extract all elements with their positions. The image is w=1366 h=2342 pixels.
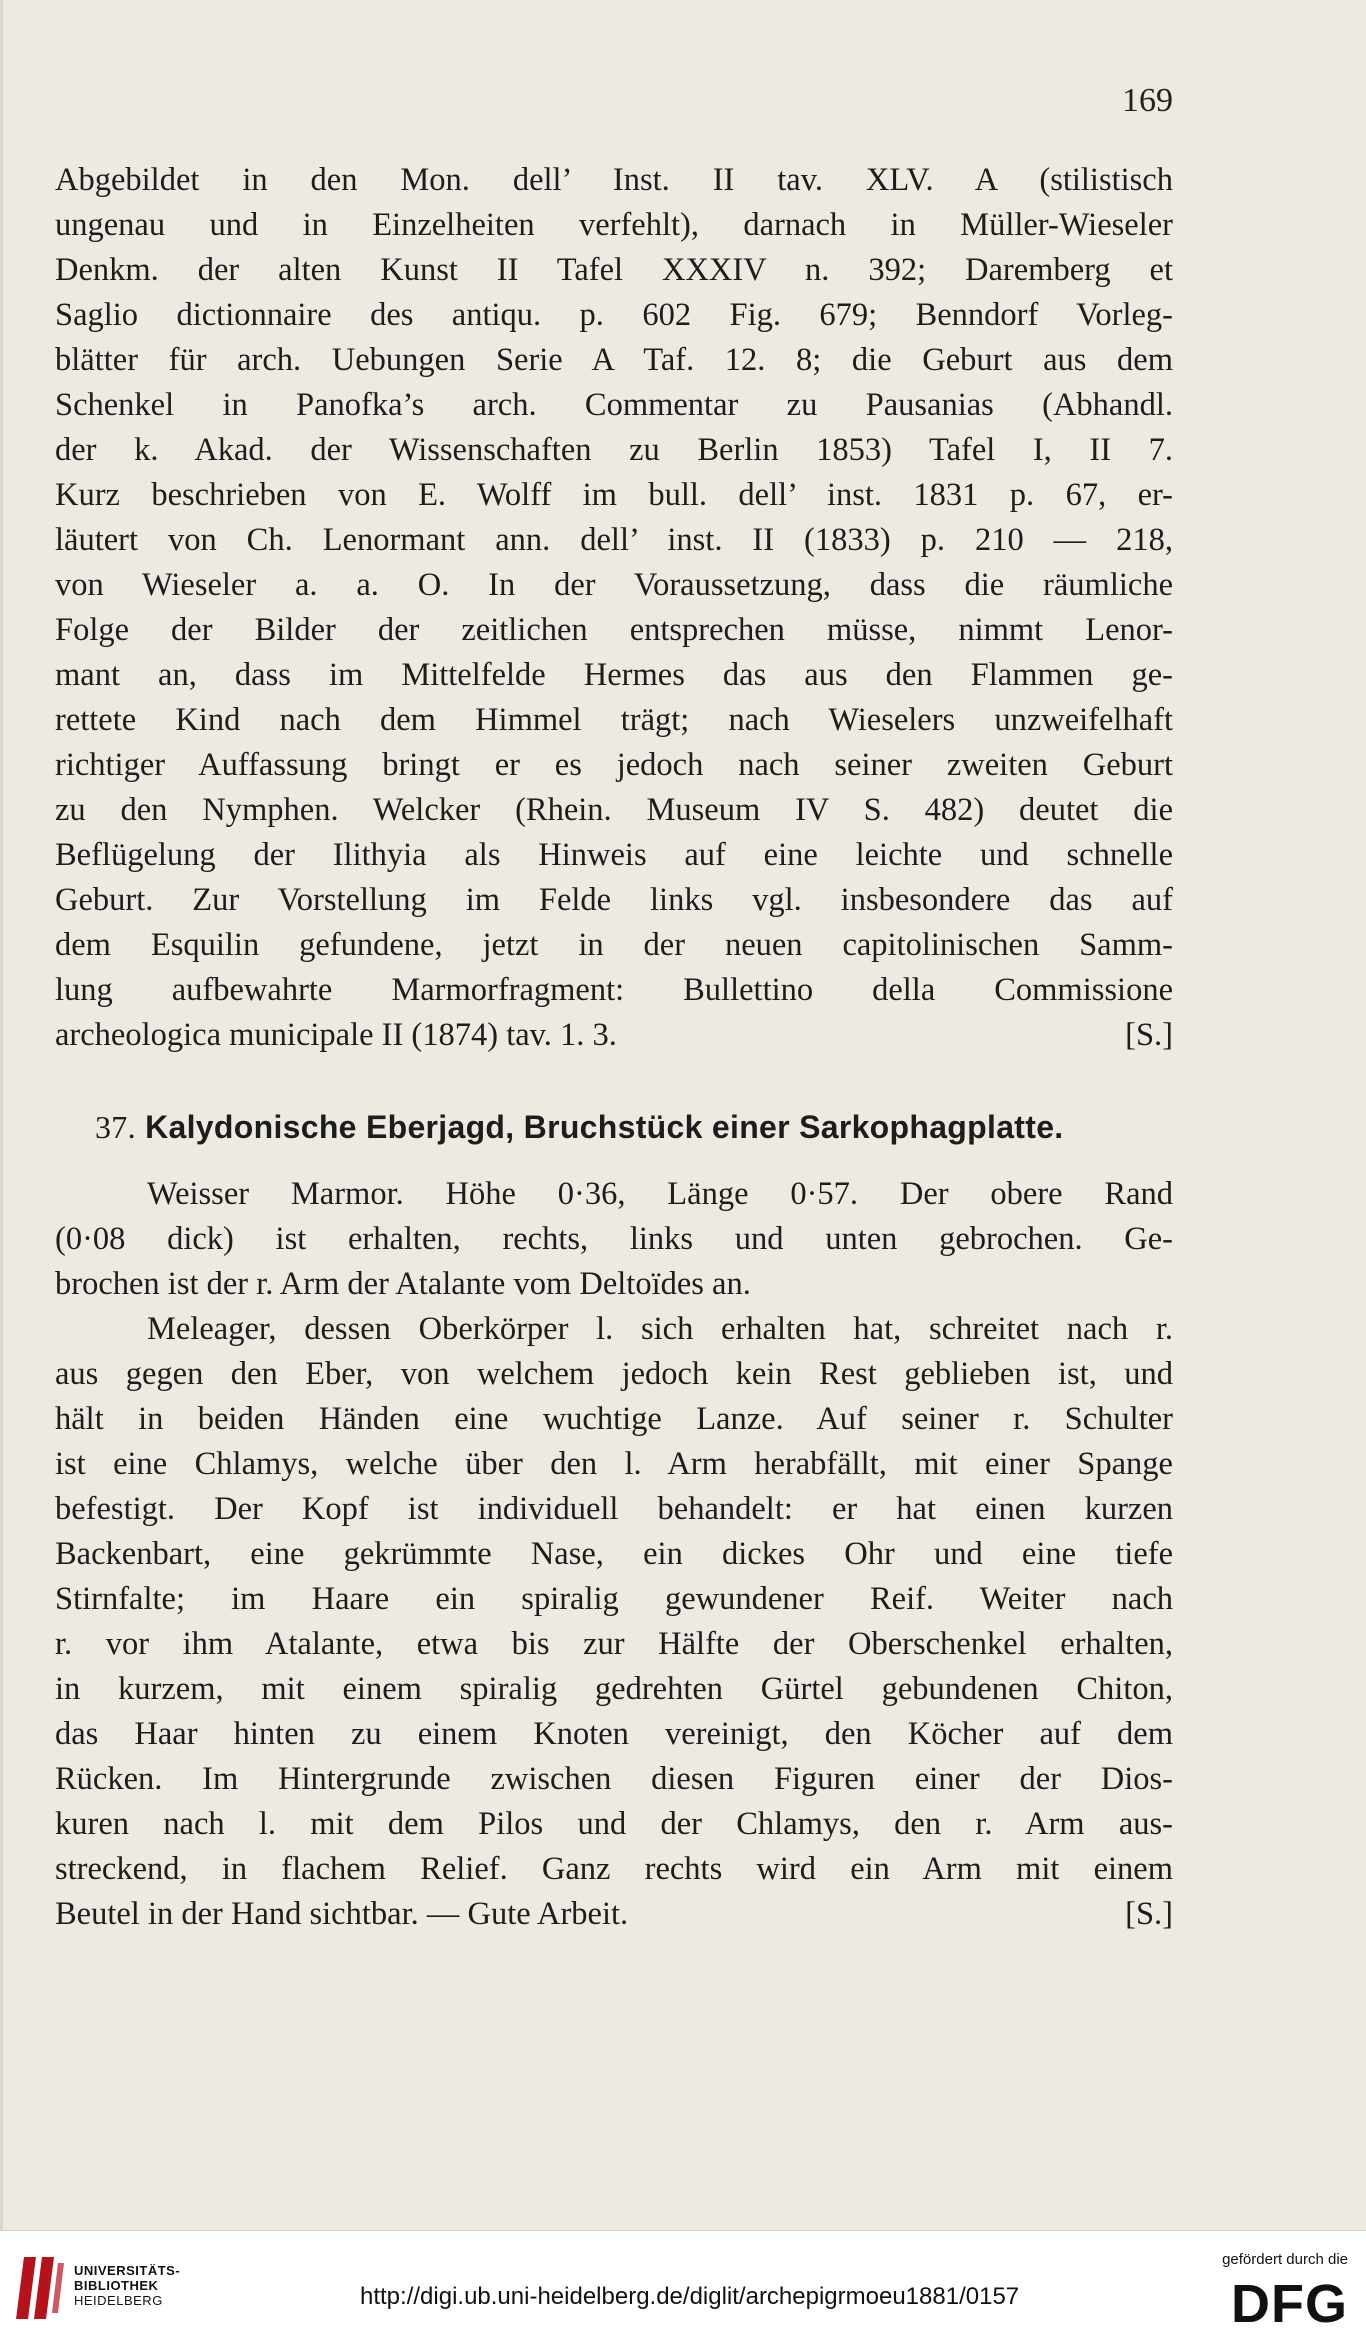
text-line: blätter für arch. Uebungen Serie A Taf. 12. 8; die Geburt aus dem <box>55 342 1173 378</box>
text-line: läutert von Ch. Lenormant ann. dell’ inst. II (1833) p. 210 — 218, <box>55 522 1173 558</box>
text-line: Beutel in der Hand sichtbar. — Gute Arbeit. <box>55 1896 629 1932</box>
text-line: (0·08 dick) ist erhalten, rechts, links und unten gebrochen. Ge- <box>55 1221 1173 1257</box>
text-line: Geburt. Zur Vorstellung im Felde links vgl. insbesondere das auf <box>55 882 1173 918</box>
viewer-footer <box>0 2230 1366 2342</box>
university-library-logo-icon <box>14 2253 66 2323</box>
text-line: hält in beiden Händen eine wuchtige Lanze. Auf seiner r. Schulter <box>55 1401 1173 1437</box>
text-line: archeologica municipale II (1874) tav. 1. 3. <box>55 1017 617 1053</box>
text-line-with-signature <box>55 1892 1173 1937</box>
text-line-with-signature <box>55 1013 1173 1058</box>
author-signature: [S.] <box>1125 1896 1173 1932</box>
dfg-logo: DFG <box>1231 2274 1348 2334</box>
text-line: Backenbart, eine gekrümmte Nase, ein dickes Ohr und eine tiefe <box>55 1536 1173 1572</box>
text-line: der k. Akad. der Wissenschaften zu Berlin 1853) Tafel I, II 7. <box>55 432 1173 468</box>
text-line: r. vor ihm Atalante, etwa bis zur Hälfte der Oberschenkel erhalten, <box>55 1626 1173 1662</box>
funder-caption: gefördert durch die <box>1222 2251 1348 2268</box>
text-line: Meleager, dessen Oberkörper l. sich erhalten hat, schreitet nach r. <box>147 1311 1173 1347</box>
paragraph-description-material <box>55 1172 1173 1307</box>
text-line: mant an, dass im Mittelfelde Hermes das aus den Flammen ge- <box>55 657 1173 693</box>
section-number: 37. <box>95 1109 136 1145</box>
text-line: Stirnfalte; im Haare ein spiralig gewundener Reif. Weiter nach <box>55 1581 1173 1617</box>
text-line: ungenau und in Einzelheiten verfehlt), darnach in Müller-Wieseler <box>55 207 1173 243</box>
permalink-url[interactable]: http://digi.ub.uni-heidelberg.de/diglit/archepigrmoeu1881/0157 <box>360 2283 1020 2310</box>
text-line: Weisser Marmor. Höhe 0·36, Länge 0·57. Der obere Rand <box>147 1176 1173 1212</box>
text-line: rettete Kind nach dem Himmel trägt; nach Wieselers unzweifelhaft <box>55 702 1173 738</box>
text-line: Kurz beschrieben von E. Wolff im bull. dell’ inst. 1831 p. 67, er- <box>55 477 1173 513</box>
text-line: Beflügelung der Ilithyia als Hinweis auf eine leichte und schnelle <box>55 837 1173 873</box>
text-line: in kurzem, mit einem spiralig gedrehten Gürtel gebundenen Chiton, <box>55 1671 1173 1707</box>
text-line: das Haar hinten zu einem Knoten vereinigt, den Köcher auf dem <box>55 1716 1173 1752</box>
text-line: Schenkel in Panofka’s arch. Commentar zu Pausanias (Abhandl. <box>55 387 1173 423</box>
section-heading <box>95 1105 1173 1150</box>
library-name-line: BIBLIOTHEK <box>74 2278 159 2293</box>
text-line: zu den Nymphen. Welcker (Rhein. Museum IV S. 482) deutet die <box>55 792 1173 828</box>
page-number: 169 <box>1122 82 1173 119</box>
text-line: lung aufbewahrte Marmorfragment: Bullettino della Commissione <box>55 972 1173 1008</box>
text-line: dem Esquilin gefundene, jetzt in der neuen capitolinischen Samm- <box>55 927 1173 963</box>
university-library-name <box>74 2263 180 2308</box>
author-signature: [S.] <box>1125 1017 1173 1053</box>
text-line: von Wieseler a. a. O. In der Voraussetzung, dass die räumliche <box>55 567 1173 603</box>
paragraph-bibliography <box>55 158 1173 1058</box>
library-name-line: HEIDELBERG <box>74 2293 163 2308</box>
text-line: kuren nach l. mit dem Pilos und der Chlamys, den r. Arm aus- <box>55 1806 1173 1842</box>
paragraph-description-figures <box>55 1307 1173 1937</box>
text-line: befestigt. Der Kopf ist individuell behandelt: er hat einen kurzen <box>55 1491 1173 1527</box>
text-line: richtiger Auffassung bringt er es jedoch nach seiner zweiten Geburt <box>55 747 1173 783</box>
text-line: Saglio dictionnaire des antiqu. p. 602 Fig. 679; Benndorf Vorleg- <box>55 297 1173 333</box>
text-line: brochen ist der r. Arm der Atalante vom Deltoïdes an. <box>55 1266 751 1302</box>
text-line: streckend, in flachem Relief. Ganz rechts wird ein Arm mit einem <box>55 1851 1173 1887</box>
text-line: Folge der Bilder der zeitlichen entsprechen müsse, nimmt Lenor- <box>55 612 1173 648</box>
text-line: Denkm. der alten Kunst II Tafel XXXIV n. 392; Daremberg et <box>55 252 1173 288</box>
text-line: Rücken. Im Hintergrunde zwischen diesen Figuren einer der Dios- <box>55 1761 1173 1797</box>
section-title: Kalydonische Eberjagd, Bruchstück einer Sarkophagplatte. <box>145 1109 1064 1145</box>
text-line: ist eine Chlamys, welche über den l. Arm herabfällt, mit einer Spange <box>55 1446 1173 1482</box>
text-line: aus gegen den Eber, von welchem jedoch kein Rest geblieben ist, und <box>55 1356 1173 1392</box>
text-line: Abgebildet in den Mon. dell’ Inst. II tav. XLV. A (stilistisch <box>55 162 1173 198</box>
library-name-line: UNIVERSITÄTS- <box>74 2263 181 2278</box>
